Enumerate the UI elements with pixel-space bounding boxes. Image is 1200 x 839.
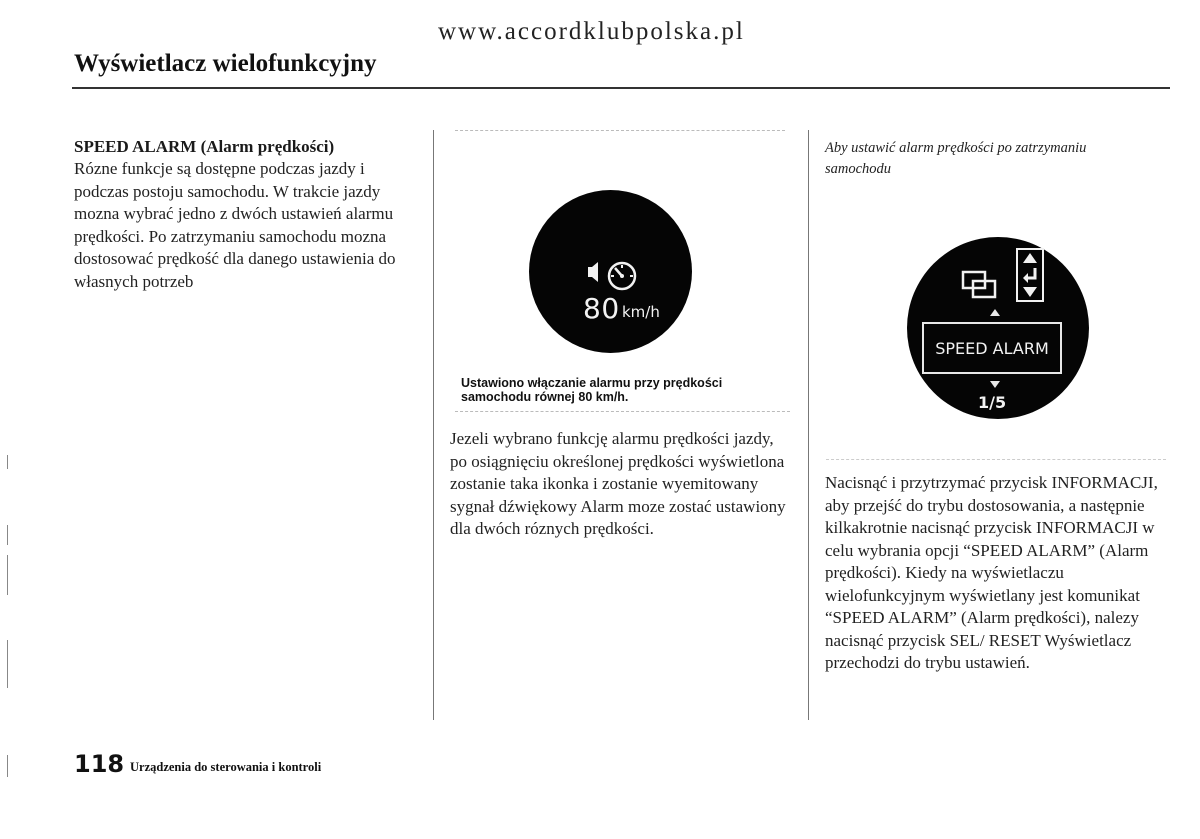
section-title: Wyświetlacz wielofunkcyjny bbox=[74, 50, 377, 77]
figure-caption: Ustawiono włączanie alarmu przy prędkości samochodu równej 80 km/h. bbox=[461, 376, 723, 404]
column-divider bbox=[433, 130, 434, 720]
figure-border bbox=[826, 459, 1166, 460]
site-url: www.accordklubpolska.pl bbox=[438, 18, 745, 45]
instructions-paragraph: Nacisnąć i przytrzymać przycisk INFORMACJI, aby przejść do trybu dostosowania, a następnie kilkakrotnie nacisnąć przycisk INFORMACJI w celu wybrania opcji “SPEED ALARM” (Alarm prędkości). Kiedy na wyświetlaczu wielofunkcyjnym wyświetlany jest komunikat “SPEED ALARM” (Alarm prędkości), nalezy nacisnąć przycisk SEL/ RESET Wyświetlacz przechodzi do trybu ustawień. bbox=[825, 473, 1158, 672]
speed-alarm-paragraph: Jezeli wybrano funkcję alarmu prędkości jazdy, po osiągnięciu określonej prędkości wyświetlona zostanie taka ikonka i zostanie wyemitowany sygnał dźwiękowy Alarm moze zostać ustawiony dla dwóch róznych prędkości. bbox=[450, 429, 786, 538]
left-column bbox=[74, 136, 419, 293]
figure-border bbox=[455, 411, 790, 412]
menu-up-arrow-icon bbox=[990, 309, 1000, 316]
chapter-title: Urządzenia do sterowania i kontroli bbox=[130, 760, 322, 774]
speed-alarm-menu-label: SPEED ALARM bbox=[922, 322, 1062, 374]
margin-mark bbox=[7, 755, 8, 777]
figure-border bbox=[455, 130, 785, 131]
speed-unit: km/h bbox=[622, 303, 660, 321]
margin-mark bbox=[7, 555, 8, 595]
intro-paragraph: Rózne funkcje są dostępne podczas jazdy i podczas postoju samochodu. W trakcie jazdy mozna wybrać jedno z dwóch ustawień alarmu prędkości. Po zatrzymaniu samochodu mozna dostosować prędkość dla danego ustawienia do własnych potrzeb bbox=[74, 159, 396, 291]
margin-mark bbox=[7, 455, 8, 469]
speed-alarm-speedometer-icon bbox=[587, 258, 659, 296]
menu-page-indicator: 1/5 bbox=[978, 393, 1007, 412]
right-column bbox=[825, 472, 1165, 675]
menu-down-arrow-icon bbox=[990, 381, 1000, 388]
middle-column bbox=[450, 428, 790, 541]
column-divider bbox=[808, 130, 809, 720]
header-rule bbox=[72, 87, 1170, 89]
figure-caption-italic: Aby ustawić alarm prędkości po zatrzymaniu samochodu bbox=[825, 140, 1087, 177]
up-down-enter-icon bbox=[1015, 248, 1045, 302]
info-screen-icon bbox=[961, 268, 1001, 302]
margin-mark bbox=[7, 525, 8, 545]
page-number: 118 bbox=[74, 750, 125, 778]
speed-value: 80 bbox=[583, 292, 620, 325]
margin-mark bbox=[7, 640, 8, 688]
speed-alarm-heading: SPEED ALARM (Alarm prędkości) bbox=[74, 137, 335, 156]
